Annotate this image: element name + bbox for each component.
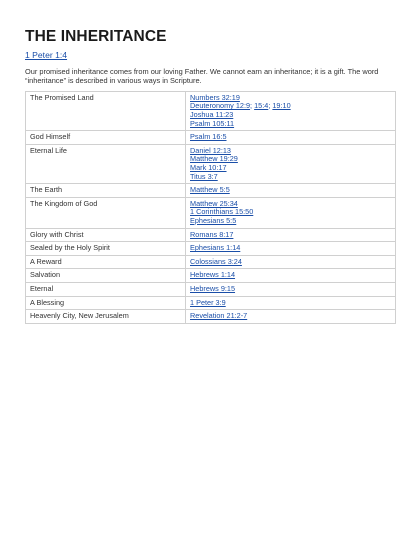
table-row — [26, 197, 396, 228]
topic-cell: Glory with Christ — [26, 228, 186, 242]
page-title: THE INHERITANCE — [25, 28, 167, 45]
scripture-link[interactable]: Revelation 21:2-7 — [190, 311, 248, 321]
key-reference-link[interactable]: 1 Peter 1:4 — [25, 50, 68, 60]
table-row — [26, 228, 396, 242]
references-cell — [186, 144, 396, 183]
references-cell — [186, 131, 396, 145]
scripture-link[interactable]: Matthew 5:5 — [190, 185, 230, 195]
scripture-link[interactable]: Deuteronomy 12:9 — [190, 101, 251, 111]
reference-line — [190, 285, 392, 294]
topic-cell: The Kingdom of God — [26, 197, 186, 228]
references-cell — [186, 242, 396, 256]
table-row — [26, 269, 396, 283]
reference-line — [190, 164, 392, 173]
table-row — [26, 310, 396, 324]
table-row — [26, 184, 396, 198]
table-row — [26, 296, 396, 310]
scripture-link[interactable]: Hebrews 9:15 — [190, 283, 236, 293]
topic-cell: The Promised Land — [26, 91, 186, 130]
scripture-link[interactable]: Mark 10:17 — [190, 162, 227, 172]
scripture-link[interactable]: Psalm 105:11 — [190, 118, 235, 128]
topic-cell: A Blessing — [26, 296, 186, 310]
references-cell — [186, 269, 396, 283]
reference-line — [190, 258, 392, 267]
scripture-link[interactable]: Colossians 3:24 — [190, 256, 242, 266]
references-cell — [186, 255, 396, 269]
references-cell — [186, 296, 396, 310]
topic-cell: Eternal Life — [26, 144, 186, 183]
reference-line — [190, 217, 392, 226]
table-row — [26, 255, 396, 269]
reference-line — [190, 186, 392, 195]
reference-line — [190, 120, 392, 129]
references-cell — [186, 282, 396, 296]
reference-separator: ; — [268, 101, 273, 111]
topic-cell: Salvation — [26, 269, 186, 283]
references-cell — [186, 184, 396, 198]
reference-line — [190, 173, 392, 182]
scripture-link[interactable]: 1 Peter 3:9 — [190, 297, 226, 307]
reference-separator: ; — [250, 101, 255, 111]
topic-cell: God Himself — [26, 131, 186, 145]
table-row — [26, 144, 396, 183]
scripture-link[interactable]: Titus 3:7 — [190, 171, 218, 181]
references-cell — [186, 228, 396, 242]
scripture-link[interactable]: Numbers 32:19 — [190, 92, 240, 102]
reference-line — [190, 244, 392, 253]
scripture-link[interactable]: Joshua 11:23 — [190, 110, 234, 119]
references-cell — [186, 197, 396, 228]
scripture-link[interactable]: Ephesians 5:5 — [190, 215, 237, 225]
table-row — [26, 282, 396, 296]
intro-paragraph: Our promised inheritance comes from our loving Father. We cannot earn an inheritance; it is a gift. The word “inheritance” is described in various ways in Scripture. — [25, 67, 379, 86]
reference-line — [190, 231, 392, 240]
topic-cell: Heavenly City, New Jerusalem — [26, 310, 186, 324]
scripture-link[interactable]: 19:10 — [272, 101, 291, 111]
scripture-link[interactable]: Romans 8:17 — [190, 229, 234, 239]
topic-cell: The Earth — [26, 184, 186, 198]
scripture-link[interactable]: 1 Corinthians 15:50 — [190, 207, 254, 217]
topic-cell: Sealed by the Holy Spirit — [26, 242, 186, 256]
scripture-link[interactable]: Hebrews 1:14 — [190, 270, 236, 280]
scripture-link[interactable]: Ephesians 1:14 — [190, 243, 241, 253]
reference-line — [190, 299, 392, 308]
scripture-link[interactable]: 15:4 — [254, 101, 269, 111]
topic-cell: A Reward — [26, 255, 186, 269]
topic-cell: Eternal — [26, 282, 186, 296]
inheritance-table — [25, 91, 396, 324]
scripture-link[interactable]: Matthew 19:29 — [190, 154, 238, 164]
reference-line — [190, 312, 392, 321]
inheritance-table-body — [26, 91, 396, 323]
reference-line — [190, 271, 392, 280]
scripture-link[interactable]: Daniel 12:13 — [190, 145, 231, 155]
table-row — [26, 131, 396, 145]
references-cell — [186, 91, 396, 130]
table-row — [26, 91, 396, 130]
table-row — [26, 242, 396, 256]
scripture-link[interactable]: Psalm 16:5 — [190, 132, 227, 142]
references-cell — [186, 310, 396, 324]
scripture-link[interactable]: Matthew 25:34 — [190, 198, 238, 208]
reference-line — [190, 133, 392, 142]
